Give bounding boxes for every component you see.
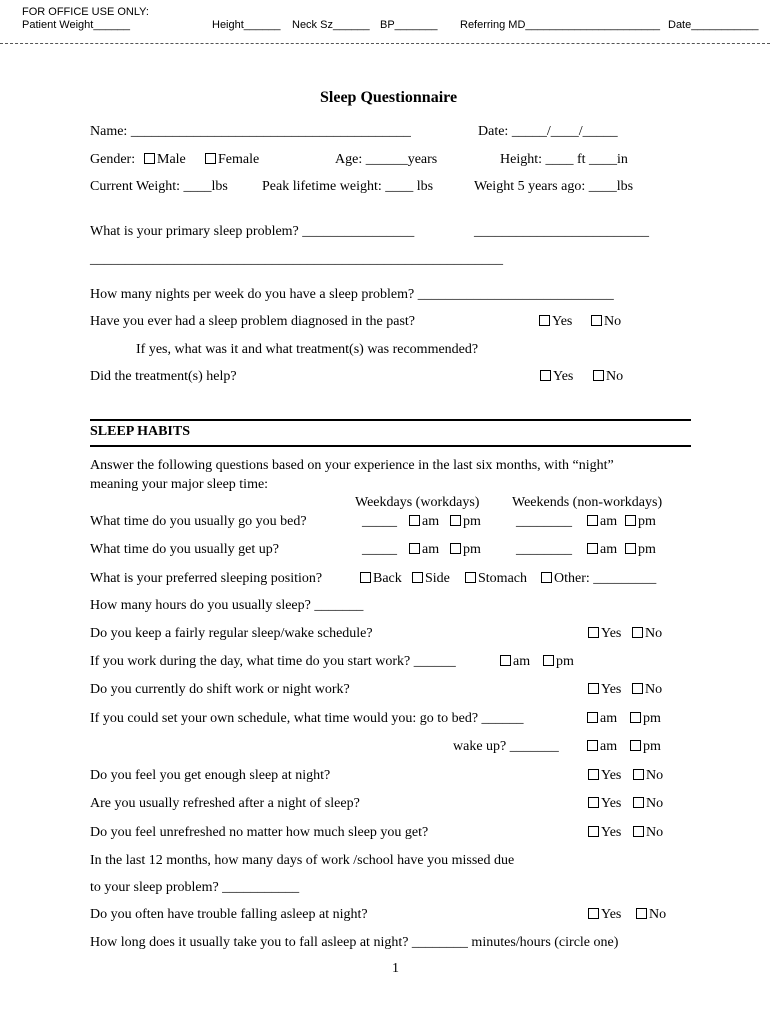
start-work-question[interactable]: If you work during the day, what time do you start work? ______ (90, 654, 456, 669)
pm-label: pm (638, 514, 656, 529)
side-label: Side (425, 571, 450, 586)
diagnosed-no-checkbox[interactable] (591, 315, 602, 326)
height-field[interactable]: Height: ____ ft ____in (500, 152, 628, 167)
unrefreshed-question: Do you feel unrefreshed no matter how much sleep you get? (90, 825, 429, 840)
shift-work-question: Do you currently do shift work or night work? (90, 682, 350, 697)
up-weekend-am[interactable] (587, 543, 617, 557)
yes-label: Yes (601, 682, 622, 697)
bed-time-question: What time do you usually go you bed? (90, 514, 307, 529)
yes-checkbox[interactable] (588, 908, 599, 919)
wake-time-question: What time do you usually get up? (90, 542, 279, 557)
habits-intro-line-2: meaning your major sleep time: (90, 477, 269, 492)
back-checkbox[interactable] (360, 572, 371, 583)
no-label: No (645, 682, 663, 697)
yes-label: Yes (601, 825, 622, 840)
bed-weekend-blank[interactable]: ________ (516, 514, 572, 529)
weight-5yrs-field[interactable]: Weight 5 years ago: ____lbs (474, 179, 634, 194)
bed-weekday-pm[interactable] (450, 515, 481, 529)
start-work-am[interactable] (500, 655, 530, 669)
yes-checkbox[interactable] (588, 627, 599, 638)
bed-weekend-am[interactable] (587, 515, 617, 529)
weekends-column-header: Weekends (non-workdays) (512, 495, 663, 510)
other-label: Other: _________ (554, 571, 657, 586)
shift-yes-option[interactable] (588, 683, 621, 697)
pm-checkbox[interactable] (630, 712, 641, 723)
diagnosed-yes-option[interactable] (539, 315, 572, 329)
yes-checkbox[interactable] (588, 683, 599, 694)
section-title: SLEEP HABITS (90, 424, 190, 439)
gender-label: Gender: (90, 152, 136, 167)
treatment-yes-option[interactable] (540, 370, 573, 384)
yes-label: Yes (553, 369, 574, 384)
no-label: No (606, 369, 624, 384)
position-side-option[interactable] (412, 572, 450, 586)
refreshed-yes-option[interactable] (588, 797, 621, 811)
no-label: No (645, 626, 663, 641)
am-label: am (513, 654, 531, 669)
page-title: Sleep Questionnaire (320, 89, 458, 106)
office-use-title: FOR OFFICE USE ONLY: (22, 6, 149, 18)
no-checkbox[interactable] (633, 769, 644, 780)
enough-sleep-question: Do you feel you get enough sleep at night? (90, 768, 331, 783)
am-checkbox[interactable] (587, 515, 598, 526)
own-bed-pm[interactable] (630, 712, 661, 726)
male-label: Male (157, 152, 186, 167)
own-wake-question[interactable]: wake up? _______ (453, 739, 559, 754)
weekdays-column-header: Weekdays (workdays) (355, 495, 480, 510)
regular-no-option[interactable] (632, 627, 662, 641)
page-number: 1 (392, 961, 399, 976)
unrefreshed-yes-option[interactable] (588, 826, 621, 840)
habits-intro-line-1: Answer the following questions based on your experience in the last six months, with “night” (90, 458, 614, 473)
office-referring-md: Referring MD______________________ (460, 19, 660, 31)
up-weekday-am[interactable] (409, 543, 439, 557)
section-rule-top (90, 419, 691, 421)
current-weight-field[interactable]: Current Weight: ____lbs (90, 179, 228, 194)
trouble-yes-option[interactable] (588, 908, 621, 922)
gender-male-option[interactable] (144, 153, 186, 167)
own-wake-am[interactable] (587, 740, 617, 754)
missed-days-question-line-2[interactable]: to your sleep problem? ___________ (90, 880, 300, 895)
position-stomach-option[interactable] (465, 572, 527, 586)
yes-label: Yes (601, 626, 622, 641)
up-weekday-pm[interactable] (450, 543, 481, 557)
yes-label: Yes (601, 796, 622, 811)
am-checkbox[interactable] (409, 543, 420, 554)
female-checkbox[interactable] (205, 153, 216, 164)
am-label: am (422, 542, 440, 557)
pm-checkbox[interactable] (450, 515, 461, 526)
if-yes-question: If yes, what was it and what treatment(s) was recommended? (136, 342, 479, 357)
office-date: Date___________ (668, 19, 759, 31)
male-checkbox[interactable] (144, 153, 155, 164)
position-other-option[interactable] (541, 572, 656, 586)
pm-checkbox[interactable] (630, 740, 641, 751)
hours-question[interactable]: How many hours do you usually sleep? _______ (90, 598, 364, 613)
am-label: am (422, 514, 440, 529)
am-label: am (600, 739, 618, 754)
yes-label: Yes (601, 907, 622, 922)
own-bed-am[interactable] (587, 712, 617, 726)
bed-weekday-blank[interactable]: _____ (362, 514, 397, 529)
diagnosed-no-option[interactable] (591, 315, 621, 329)
bed-weekday-am[interactable] (409, 515, 439, 529)
no-label: No (646, 825, 664, 840)
pm-checkbox[interactable] (625, 515, 636, 526)
pm-checkbox[interactable] (625, 543, 636, 554)
refreshed-no-option[interactable] (633, 797, 663, 811)
office-height: Height______ (212, 19, 281, 31)
gender-female-option[interactable] (205, 153, 259, 167)
regular-yes-option[interactable] (588, 627, 621, 641)
position-back-option[interactable] (360, 572, 402, 586)
yes-checkbox[interactable] (588, 797, 599, 808)
missed-days-question-line-1: In the last 12 months, how many days of work /school have you missed due (90, 853, 515, 868)
no-label: No (604, 314, 622, 329)
section-rule-bottom (90, 445, 691, 447)
pm-label: pm (638, 542, 656, 557)
treatment-no-checkbox[interactable] (593, 370, 604, 381)
trouble-no-option[interactable] (636, 908, 666, 922)
yes-checkbox[interactable] (588, 826, 599, 837)
no-checkbox[interactable] (632, 627, 643, 638)
am-checkbox[interactable] (587, 543, 598, 554)
refreshed-question: Are you usually refreshed after a night of sleep? (90, 796, 360, 811)
own-wake-pm[interactable] (630, 740, 661, 754)
own-schedule-question[interactable]: If you could set your own schedule, what time would you: go to bed? ______ (90, 711, 524, 726)
primary-problem-blank[interactable]: _________________________ (474, 224, 649, 239)
unrefreshed-no-option[interactable] (633, 826, 663, 840)
office-bp: BP_______ (380, 19, 438, 31)
bed-weekend-pm[interactable] (625, 515, 656, 529)
diagnosed-yes-checkbox[interactable] (539, 315, 550, 326)
back-label: Back (373, 571, 402, 586)
no-checkbox[interactable] (636, 908, 647, 919)
side-checkbox[interactable] (412, 572, 423, 583)
position-question: What is your preferred sleeping position? (90, 571, 323, 586)
fall-asleep-duration-question[interactable]: How long does it usually take you to fall asleep at night? ________ minutes/hours (circle one) (90, 935, 619, 950)
regular-schedule-question: Do you keep a fairly regular sleep/wake schedule? (90, 626, 373, 641)
pm-checkbox[interactable] (450, 543, 461, 554)
primary-problem-question[interactable]: What is your primary sleep problem? ________________ (90, 224, 415, 239)
am-checkbox[interactable] (500, 655, 511, 666)
no-checkbox[interactable] (633, 797, 644, 808)
age-field[interactable]: Age: ______years (335, 152, 438, 167)
date-field[interactable]: Date: _____/____/_____ (478, 124, 618, 139)
female-label: Female (218, 152, 260, 167)
office-patient-weight: Patient Weight______ (22, 19, 131, 31)
am-label: am (600, 711, 618, 726)
up-weekend-blank[interactable]: ________ (516, 542, 572, 557)
pm-label: pm (643, 739, 661, 754)
stomach-checkbox[interactable] (465, 572, 476, 583)
trouble-falling-asleep-question: Do you often have trouble falling asleep at night? (90, 907, 368, 922)
pm-label: pm (556, 654, 574, 669)
stomach-label: Stomach (478, 571, 527, 586)
am-label: am (600, 542, 618, 557)
diagnosed-question: Have you ever had a sleep problem diagnosed in the past? (90, 314, 416, 329)
pm-label: pm (463, 514, 481, 529)
up-weekend-pm[interactable] (625, 543, 656, 557)
no-checkbox[interactable] (633, 826, 644, 837)
no-label: No (649, 907, 667, 922)
am-checkbox[interactable] (409, 515, 420, 526)
no-label: No (646, 796, 664, 811)
yes-label: Yes (552, 314, 573, 329)
shift-no-option[interactable] (632, 683, 662, 697)
yes-checkbox[interactable] (588, 769, 599, 780)
no-label: No (646, 768, 664, 783)
primary-problem-blank-line[interactable]: ___________________________________________________________ (90, 252, 503, 267)
treatment-no-option[interactable] (593, 370, 623, 384)
up-weekday-blank[interactable]: _____ (362, 542, 397, 557)
name-field[interactable]: Name: ________________________________________ (90, 124, 411, 139)
treatment-help-question: Did the treatment(s) help? (90, 369, 237, 384)
no-checkbox[interactable] (632, 683, 643, 694)
office-divider (0, 43, 770, 44)
treatment-yes-checkbox[interactable] (540, 370, 551, 381)
peak-weight-field[interactable]: Peak lifetime weight: ____ lbs (262, 179, 434, 194)
start-work-pm[interactable] (543, 655, 574, 669)
pm-label: pm (463, 542, 481, 557)
yes-label: Yes (601, 768, 622, 783)
pm-label: pm (643, 711, 661, 726)
office-neck: Neck Sz______ (292, 19, 370, 31)
other-checkbox[interactable] (541, 572, 552, 583)
am-checkbox[interactable] (587, 712, 598, 723)
pm-checkbox[interactable] (543, 655, 554, 666)
enough-no-option[interactable] (633, 769, 663, 783)
am-label: am (600, 514, 618, 529)
nights-per-week-question[interactable]: How many nights per week do you have a sleep problem? ____________________________ (90, 287, 614, 302)
enough-yes-option[interactable] (588, 769, 621, 783)
am-checkbox[interactable] (587, 740, 598, 751)
